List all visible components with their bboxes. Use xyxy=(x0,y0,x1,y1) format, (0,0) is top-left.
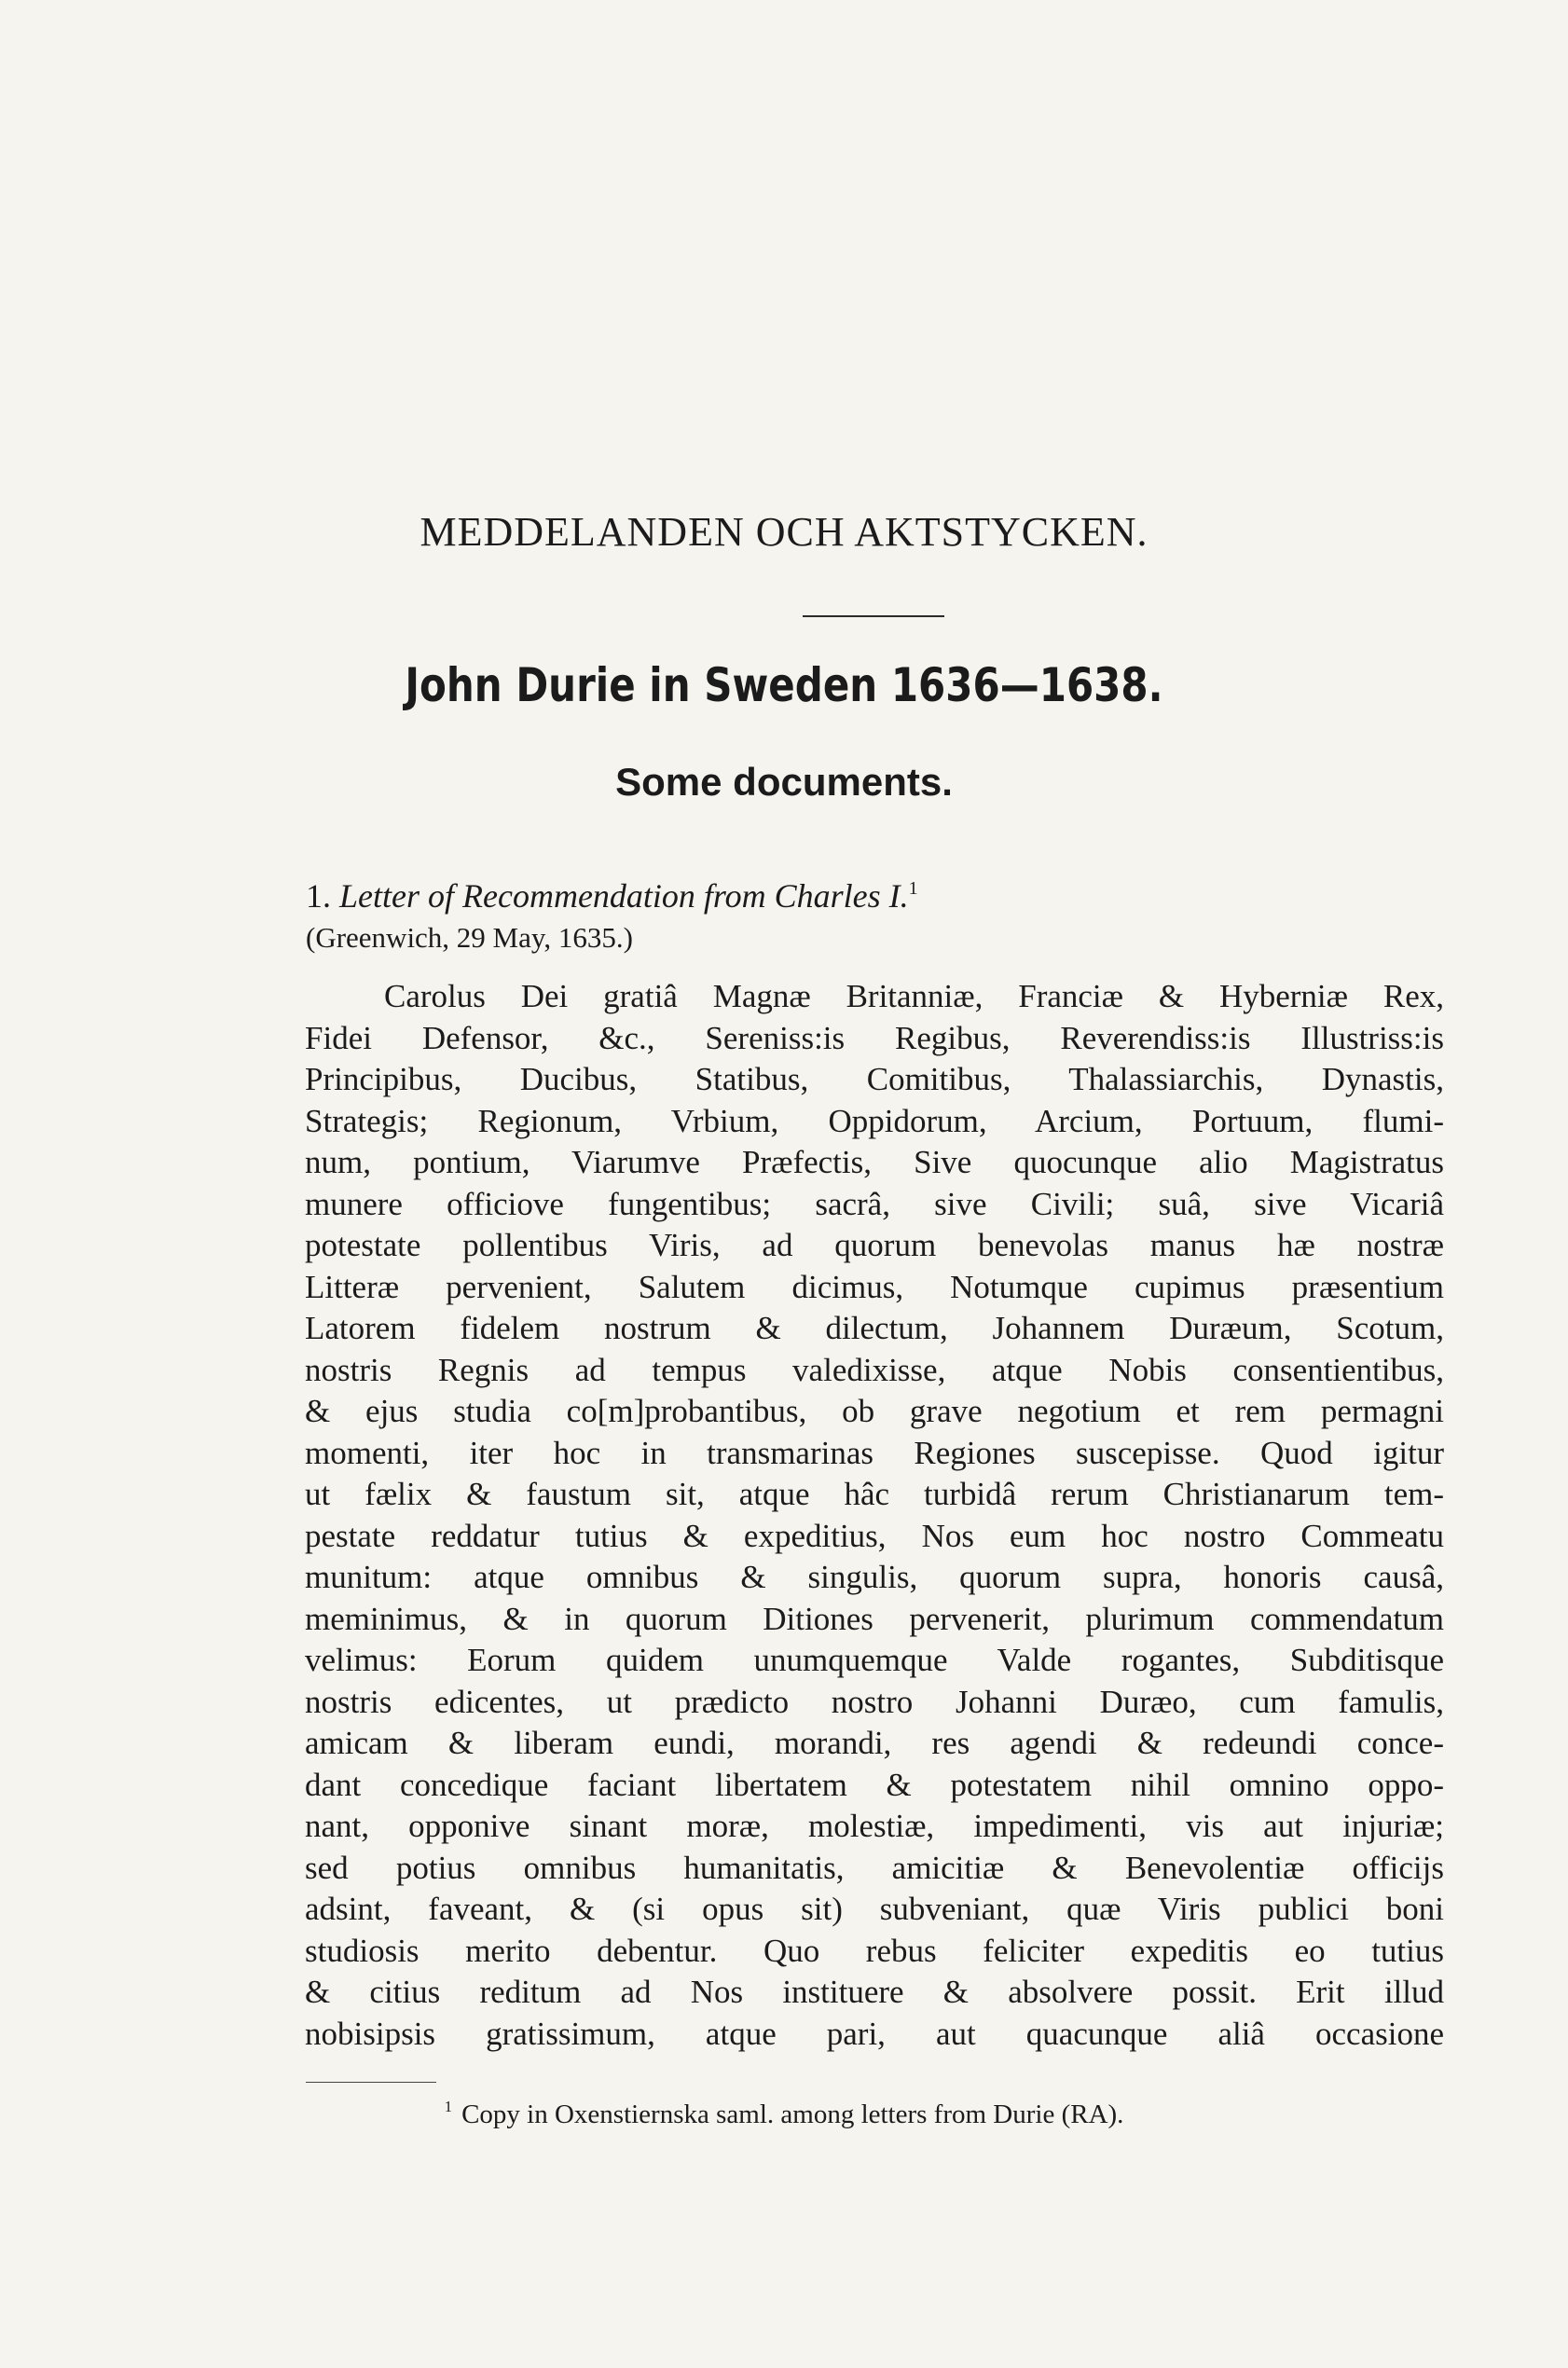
body-line: nostris Regnis ad tempus valedixisse, atque Nobis consentientibus, xyxy=(305,1351,1444,1388)
document-title: Letter of Recommendation from Charles I. xyxy=(339,877,909,915)
body-line: velimus: Eorum quidem unumquemque Valde rogantes, Subditisque xyxy=(305,1642,1444,1678)
body-line: nant, opponive sinant moræ, molestiæ, impedimenti, vis aut injuriæ; xyxy=(305,1808,1444,1844)
section-heading: MEDDELANDEN OCH AKTSTYCKEN. xyxy=(420,509,1148,555)
article-subtitle: Some documents. xyxy=(615,760,953,804)
body-line: Fidei Defensor, &c., Sereniss:is Regibus, Reverendiss:is Illustriss:is xyxy=(305,1019,1444,1056)
body-line: Principibus, Ducibus, Statibus, Comitibus, Thalassiarchis, Dynastis, xyxy=(305,1061,1444,1097)
body-line: dant concedique faciant libertatem & potestatem nihil omnino oppo- xyxy=(305,1766,1444,1803)
footnote-text: Copy in Oxenstiernska saml. among letters from Durie (RA). xyxy=(461,2100,1124,2129)
body-line: & citius reditum ad Nos instituere & absolvere possit. Erit illud xyxy=(305,1974,1444,2010)
body-line: Carolus Dei gratiâ Magnæ Britanniæ, Franciæ & Hyberniæ Rex, xyxy=(384,978,1444,1014)
body-line: sed potius omnibus humanitatis, amicitiæ & Benevolentiæ officijs xyxy=(305,1849,1444,1886)
footnote-divider xyxy=(306,2082,436,2083)
body-line: munere officiove fungentibus; sacrâ, sive Civili; suâ, sive Vicariâ xyxy=(305,1185,1444,1222)
footnote-marker: 1 xyxy=(444,2098,453,2115)
body-line: & ejus studia co[m]probantibus, ob grave negotium et rem permagni xyxy=(305,1393,1444,1429)
body-line: Litteræ pervenient, Salutem dicimus, Notumque cupimus præsentium xyxy=(305,1268,1444,1305)
body-line: nostris edicentes, ut prædicto nostro Johanni Duræo, cum famulis, xyxy=(305,1683,1444,1720)
body-line: pestate reddatur tutius & expeditius, Nos eum hoc nostro Commeatu xyxy=(305,1517,1444,1554)
document-body xyxy=(305,976,1444,2055)
document-date: (Greenwich, 29 May, 1635.) xyxy=(306,921,633,954)
body-line: munitum: atque omnibus & singulis, quorum supra, honoris causâ, xyxy=(305,1559,1444,1595)
body-line: momenti, iter hoc in transmarinas Regiones suscepisse. Quod igitur xyxy=(305,1434,1444,1471)
body-line: studiosis merito debentur. Quo rebus feliciter expeditis eo tutius xyxy=(305,1932,1444,1969)
article-title: John Durie in Sweden 1636—1638. xyxy=(405,658,1163,712)
body-line: potestate pollentibus Viris, ad quorum benevolas manus hæ nostræ xyxy=(305,1227,1444,1263)
body-line: adsint, faveant, & (si opus sit) subveniant, quæ Viris publici boni xyxy=(305,1891,1444,1927)
footnote-reference: 1 xyxy=(908,878,918,899)
heading-divider xyxy=(803,615,944,617)
body-line: meminimus, & in quorum Ditiones pervenerit, plurimum commendatum xyxy=(305,1600,1444,1637)
body-line: nobisipsis gratissimum, atque pari, aut quacunque aliâ occasione xyxy=(305,2015,1444,2052)
body-line: num, pontium, Viarumve Præfectis, Sive quocunque alio Magistratus xyxy=(305,1144,1444,1180)
document-number: 1. xyxy=(306,877,331,915)
footnote xyxy=(0,2098,1568,2130)
body-line: amicam & liberam eundi, morandi, res agendi & redeundi conce- xyxy=(305,1725,1444,1761)
body-line: Strategis; Regionum, Vrbium, Oppidorum, Arcium, Portuum, flumi- xyxy=(305,1102,1444,1139)
body-line: Latorem fidelem nostrum & dilectum, Johannem Duræum, Scotum, xyxy=(305,1310,1444,1346)
body-line: ut fælix & faustum sit, atque hâc turbidâ rerum Christianarum tem- xyxy=(305,1476,1444,1512)
document-heading xyxy=(306,876,918,916)
